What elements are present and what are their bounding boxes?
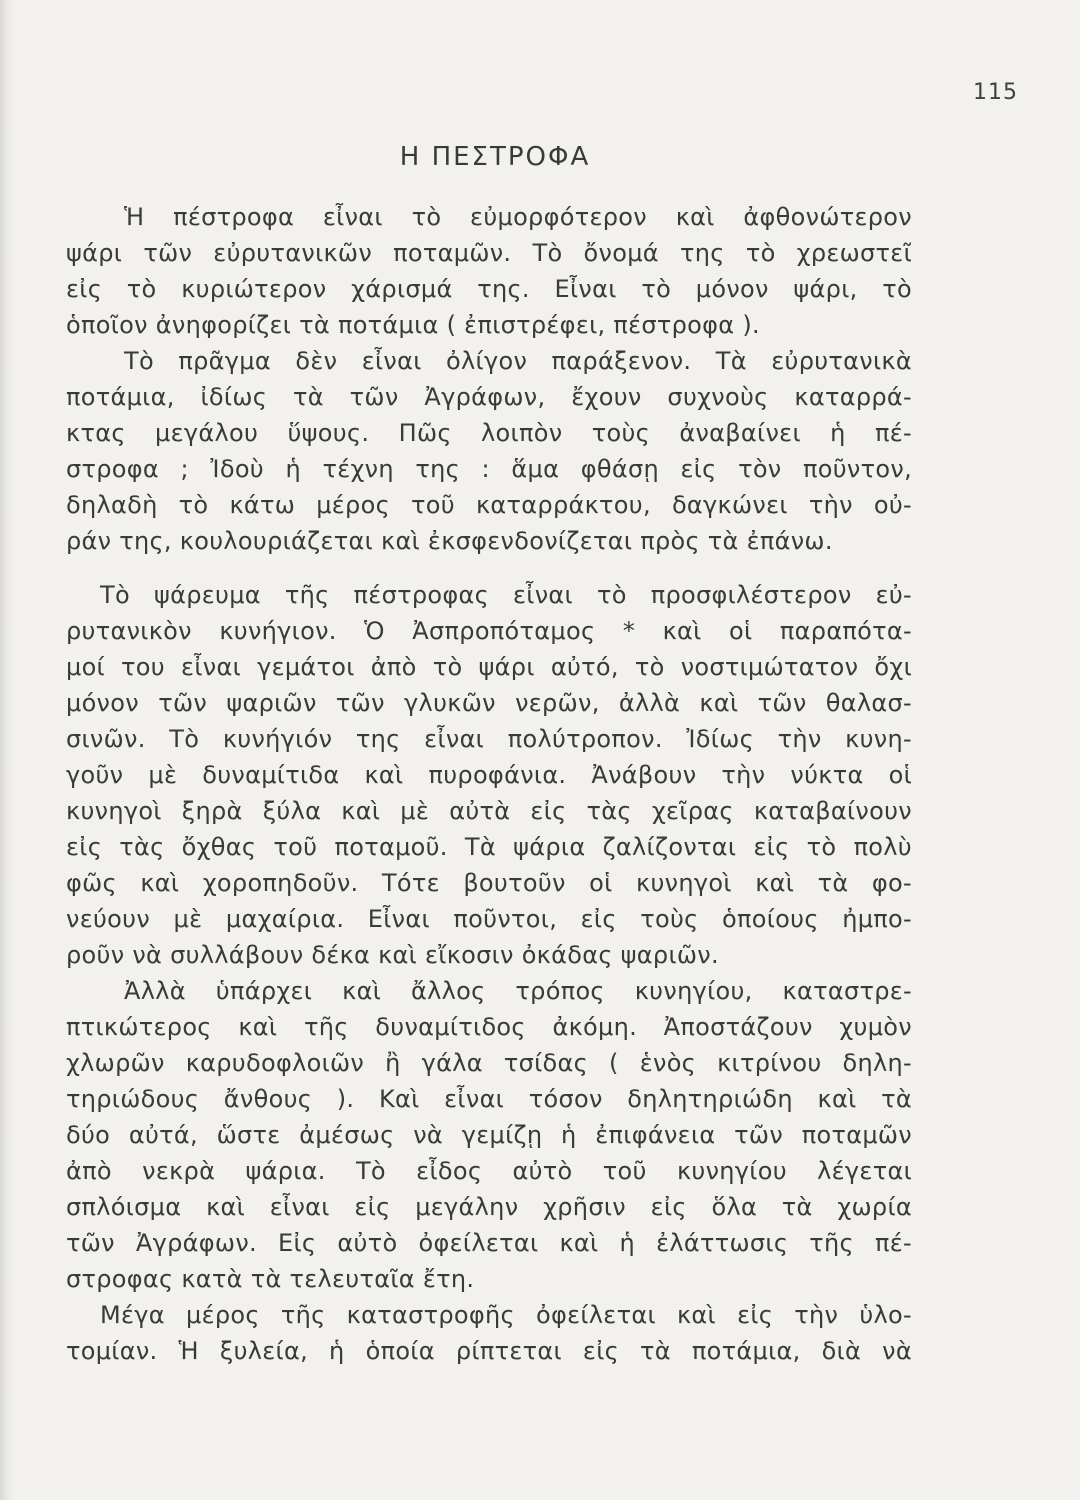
paragraph-5 [66,1297,912,1369]
text-line: ράν της, κουλουριάζεται καὶ ἐκσφενδονίζεται πρὸς τὰ ἐπάνω. [66,527,833,555]
text-line: στροφας κατὰ τὰ τελευταῖα ἔτη. [66,1265,475,1293]
paragraph-4 [66,973,912,1297]
text-line: ψάρι τῶν εὐρυτανικῶν ποταμῶν. Τὸ ὄνομά της τὸ χρεωστεῖ [66,239,912,267]
text-line: κυνηγοὶ ξηρὰ ξύλα καὶ μὲ αὐτὰ εἰς τὰς χεῖρας καταβαίνουν [66,797,912,825]
text-line: κτας μεγάλου ὕψους. Πῶς λοιπὸν τοὺς ἀναβαίνει ἡ πέ- [66,419,912,447]
paragraph-1 [66,199,912,343]
text-line: Ἀλλὰ ὑπάρχει καὶ ἄλλος τρόπος κυνηγίου, καταστρε- [124,977,912,1005]
text-line: σινῶν. Τὸ κυνήγιόν της εἶναι πολύτροπον. Ἰδίως τὴν κυνη- [66,725,912,753]
paragraph-2 [66,343,912,559]
text-line: Τὸ πρᾶγμα δὲν εἶναι ὀλίγον παράξενον. Τὰ εὐρυτανικὰ [124,347,912,375]
text-line: εἰς τὸ κυριώτερον χάρισμά της. Εἶναι τὸ μόνον ψάρι, τὸ [66,275,912,303]
text-line: γοῦν μὲ δυναμίτιδα καὶ πυροφάνια. Ἀνάβουν τὴν νύκτα οἱ [66,761,912,789]
text-line: δύο αὐτά, ὥστε ἀμέσως νὰ γεμίζῃ ἡ ἐπιφάνεια τῶν ποταμῶν [66,1121,912,1149]
text-line: Μέγα μέρος τῆς καταστροφῆς ὀφείλεται καὶ εἰς τὴν ὑλο- [100,1301,912,1329]
page-binding-edge [0,0,14,1500]
text-line: νεύουν μὲ μαχαίρια. Εἶναι ποῦντοι, εἰς τοὺς ὁποίους ἠμπο- [66,905,912,933]
paragraph-3 [66,577,912,973]
text-line: ποτάμια, ἰδίως τὰ τῶν Ἀγράφων, ἔχουν συχνοὺς καταρρά- [66,383,912,411]
text-line: μοί του εἶναι γεμάτοι ἀπὸ τὸ ψάρι αὐτό, τὸ νοστιμώτατον ὄχι [66,653,912,681]
text-line: μόνον τῶν ψαριῶν τῶν γλυκῶν νερῶν, ἀλλὰ καὶ τῶν θαλασ- [66,689,912,717]
text-line: ρυτανικὸν κυνήγιον. Ὁ Ἀσπροπόταμος * καὶ οἱ παραπότα- [66,617,912,645]
text-line: Ἡ πέστροφα εἶναι τὸ εὐμορφότερον καὶ ἀφθονώτερον [124,203,912,231]
text-line: ὁποῖον ἀνηφορίζει τὰ ποτάμια ( ἐπιστρέφει, πέστροφα ). [66,311,760,339]
text-line: φῶς καὶ χοροπηδοῦν. Τότε βουτοῦν οἱ κυνηγοὶ καὶ τὰ φο- [66,869,912,897]
text-line: ἀπὸ νεκρὰ ψάρια. Τὸ εἶδος αὐτὸ τοῦ κυνηγίου λέγεται [66,1157,912,1185]
text-line: τηριώδους ἄνθους ). Καὶ εἶναι τόσον δηλητηριώδη καὶ τὰ [66,1085,912,1113]
text-line: Τὸ ψάρευμα τῆς πέστροφας εἶναι τὸ προσφιλέστερον εὐ- [100,581,912,609]
chapter-title: Η ΠΕΣΤΡΟΦΑ [399,142,591,172]
text-line: σπλόισμα καὶ εἶναι εἰς μεγάλην χρῆσιν εἰς ὅλα τὰ χωρία [66,1193,912,1221]
page-number: 115 [973,80,1018,105]
text-line: δηλαδὴ τὸ κάτω μέρος τοῦ καταρράκτου, δαγκώνει τὴν οὐ- [66,491,912,519]
text-line: πτικώτερος καὶ τῆς δυναμίτιδος ἀκόμη. Ἀποστάζουν χυμὸν [66,1013,912,1041]
text-line: εἰς τὰς ὄχθας τοῦ ποταμοῦ. Τὰ ψάρια ζαλίζονται εἰς τὸ πολὺ [66,833,912,861]
text-line: χλωρῶν καρυδοφλοιῶν ἢ γάλα τσίδας ( ἑνὸς κιτρίνου δηλη- [66,1049,912,1077]
text-line: στροφα ; Ἰδοὺ ἡ τέχνη της : ἅμα φθάσῃ εἰς τὸν ποῦντον, [66,455,912,483]
text-line: τομίαν. Ἡ ξυλεία, ἡ ὁποία ρίπτεται εἰς τὰ ποτάμια, διὰ νὰ [66,1337,912,1365]
text-line: τῶν Ἀγράφων. Εἰς αὐτὸ ὀφείλεται καὶ ἡ ἐλάττωσις τῆς πέ- [66,1229,912,1257]
text-line: ροῦν νὰ συλλάβουν δέκα καὶ εἴκοσιν ὀκάδας ψαριῶν. [66,941,719,969]
